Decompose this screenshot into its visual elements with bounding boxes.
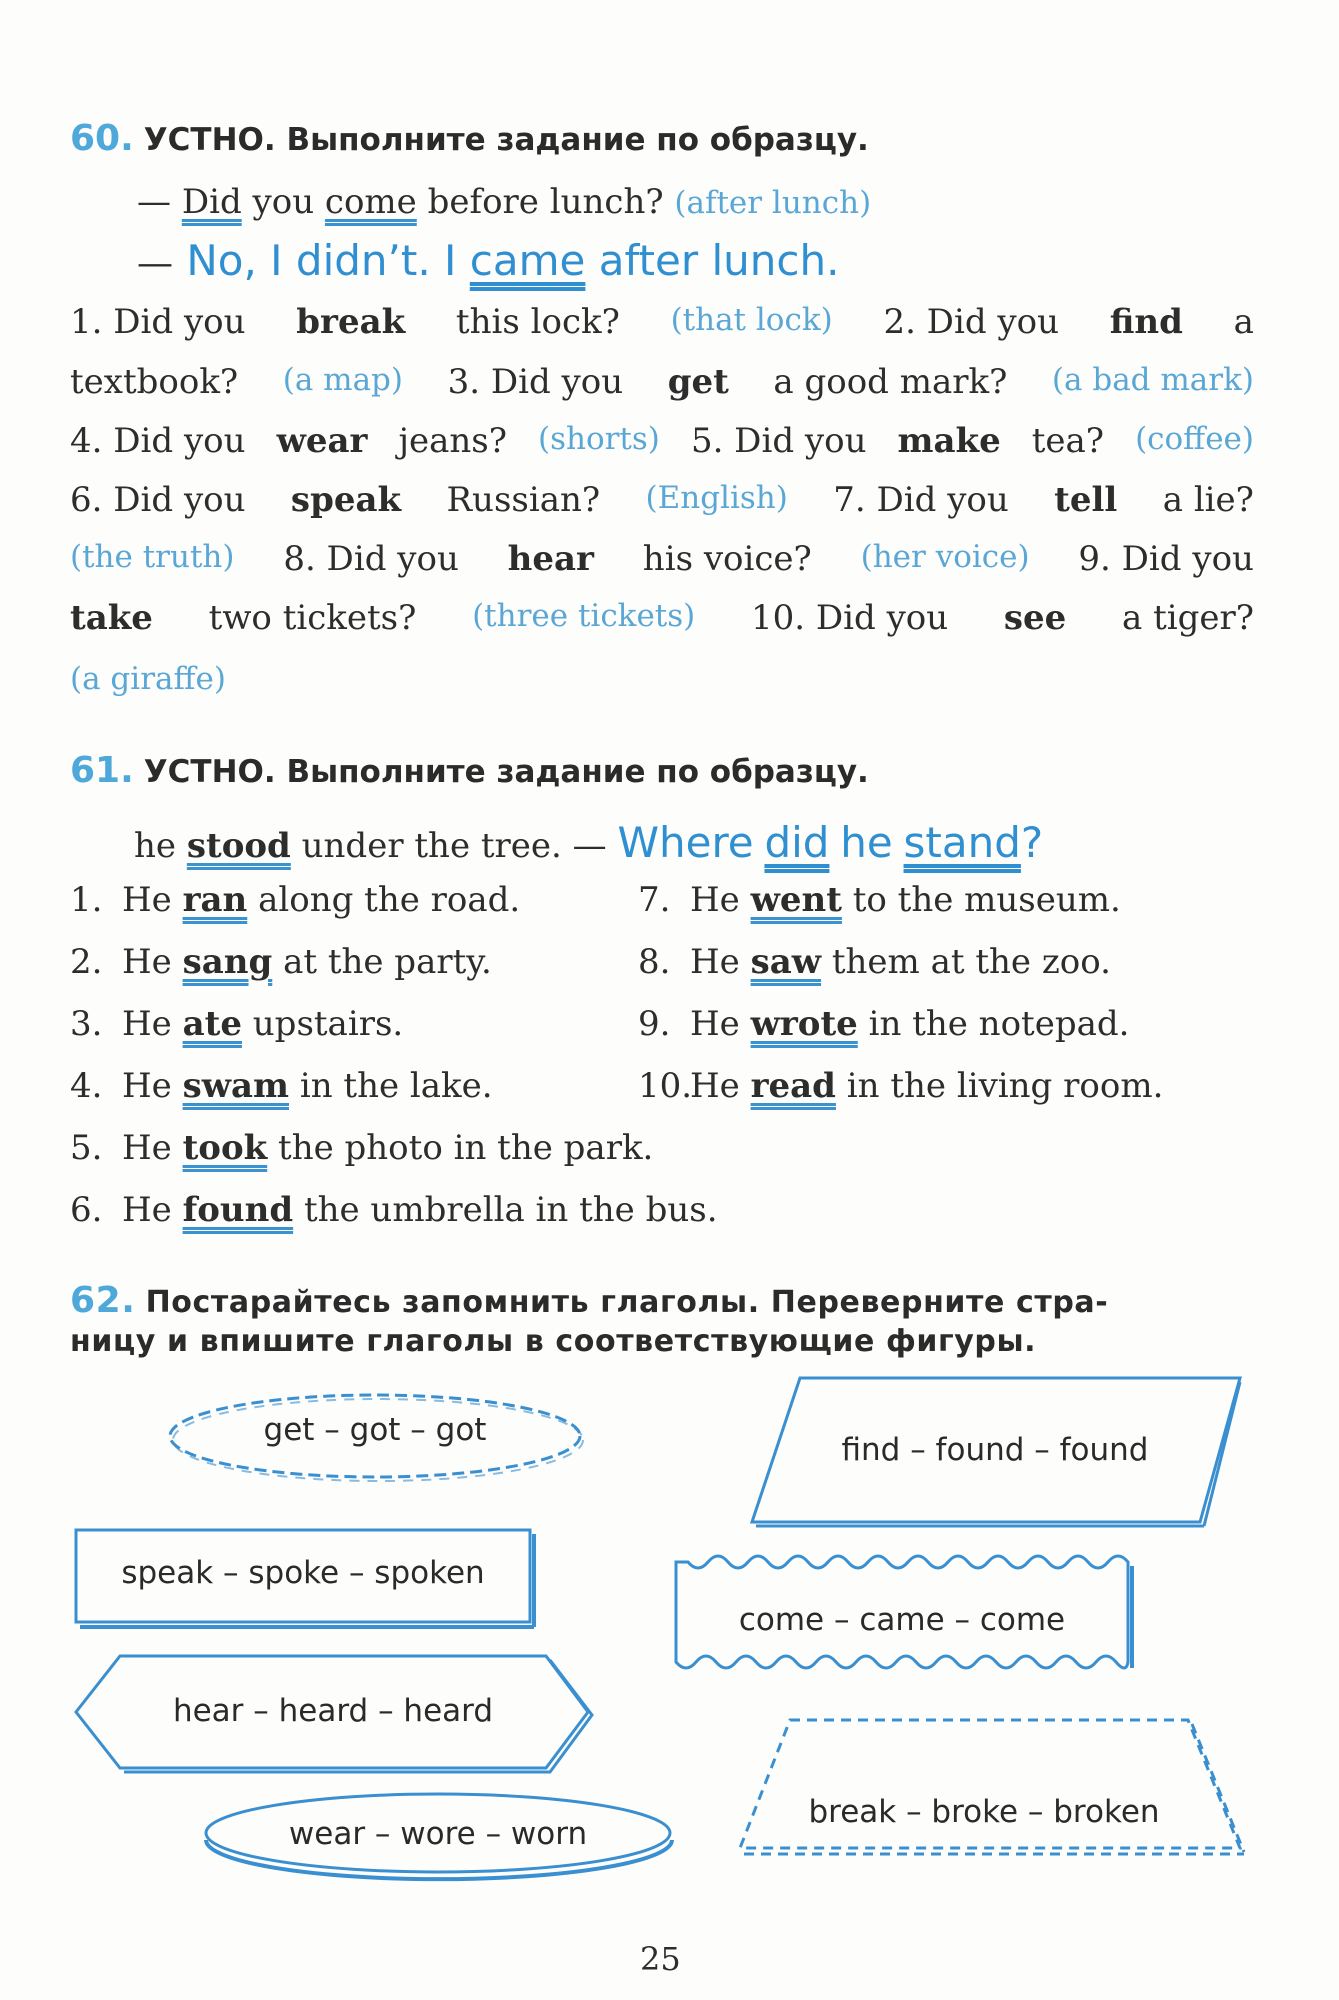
text: 9. Did you xyxy=(1078,539,1254,579)
page-number: 25 xyxy=(640,1940,681,1978)
dashed-trapezoid-shape xyxy=(740,1720,1244,1854)
shape-text-get: get – got – got xyxy=(263,1412,487,1448)
subject: He xyxy=(122,1066,172,1106)
verb: get xyxy=(667,362,729,402)
shape-text-speak: speak – spoke – spoken xyxy=(121,1555,485,1591)
hint: (coffee) xyxy=(1135,421,1254,457)
verb: wear xyxy=(276,421,368,461)
text: in the notepad. xyxy=(868,1004,1130,1044)
text: to the museum. xyxy=(852,880,1121,920)
text: 8. Did you xyxy=(283,539,459,579)
text: in the lake. xyxy=(299,1066,493,1106)
verb: sang xyxy=(182,942,273,982)
verb: saw xyxy=(750,942,822,982)
subject: He xyxy=(690,1004,740,1044)
ex62-instruction-line1: Постарайтесь запомнить глаголы. Переверните стра- xyxy=(145,1285,1109,1320)
text: at the party. xyxy=(283,942,492,982)
hint: (her voice) xyxy=(860,539,1030,575)
item-number: 7. xyxy=(638,880,671,920)
text: the photo in the park. xyxy=(278,1128,654,1168)
subject: He xyxy=(690,942,740,982)
answer-text: he xyxy=(840,818,893,867)
verb: speak xyxy=(290,480,402,520)
text: Russian? xyxy=(446,480,601,520)
text: a lie? xyxy=(1162,480,1254,520)
verb: found xyxy=(182,1190,294,1230)
text: jeans? xyxy=(398,421,507,461)
shape-text-come: come – came – come xyxy=(738,1602,1066,1638)
subject: He xyxy=(122,1128,172,1168)
item-number: 8. xyxy=(638,942,671,982)
verb: took xyxy=(182,1128,268,1168)
hint: (a map) xyxy=(282,362,403,398)
item-number: 6. xyxy=(70,1190,103,1230)
hint: (a bad mark) xyxy=(1051,362,1254,398)
verb: swam xyxy=(182,1066,290,1106)
subject: He xyxy=(122,1004,172,1044)
text: the umbrella in the bus. xyxy=(303,1190,718,1230)
item-number: 2. xyxy=(70,942,103,982)
text: textbook? xyxy=(70,362,239,402)
text: a tiger? xyxy=(1122,598,1254,638)
text: 7. Did you xyxy=(833,480,1009,520)
dash: — xyxy=(137,182,171,222)
text: under the tree. — xyxy=(301,826,607,866)
subject: He xyxy=(122,880,172,920)
text: in the living room. xyxy=(846,1066,1164,1106)
text: 2. Did you xyxy=(883,302,1059,342)
verb: ran xyxy=(182,880,248,920)
ex60-instruction: УСТНО. Выполните задание по образцу. xyxy=(143,122,869,158)
answer-verb: came xyxy=(469,236,586,285)
shape-text-break: break – broke – broken xyxy=(808,1794,1160,1830)
text: upstairs. xyxy=(252,1004,404,1044)
text: 3. Did you xyxy=(447,362,624,402)
verb: wrote xyxy=(750,1004,858,1044)
item-number: 5. xyxy=(70,1128,103,1168)
verb: went xyxy=(750,880,842,920)
text: along the road. xyxy=(258,880,521,920)
verb: break xyxy=(296,302,406,342)
hint: (three tickets) xyxy=(472,598,696,634)
item-number: 4. xyxy=(70,1066,103,1106)
text: you xyxy=(252,182,315,222)
verb: tell xyxy=(1054,480,1118,520)
text: them at the zoo. xyxy=(831,942,1111,982)
shape-text-find: find – found – found xyxy=(841,1432,1149,1468)
verb: take xyxy=(70,598,153,638)
ex61-number: 61. xyxy=(70,750,134,791)
subject: He xyxy=(690,1066,740,1106)
verb: read xyxy=(750,1066,836,1106)
verb: ate xyxy=(182,1004,242,1044)
verb: find xyxy=(1109,302,1183,342)
item-number: 10. xyxy=(638,1066,693,1106)
item-number: 3. xyxy=(70,1004,103,1044)
hint: (after lunch) xyxy=(674,185,872,221)
answer-text: Where xyxy=(617,818,754,867)
subject: He xyxy=(122,942,172,982)
item-number: 9. xyxy=(638,1004,671,1044)
hint: (English) xyxy=(645,480,788,516)
text: two tickets? xyxy=(208,598,417,638)
ex61-instruction: УСТНО. Выполните задание по образцу. xyxy=(143,754,869,790)
shape-text-wear: wear – wore – worn xyxy=(288,1816,588,1852)
subject: He xyxy=(690,880,740,920)
verb: see xyxy=(1003,598,1067,638)
verb: make xyxy=(897,421,1001,461)
answer-verb: stand xyxy=(903,818,1021,867)
subject: He xyxy=(122,1190,172,1230)
answer-text: ? xyxy=(1020,818,1044,867)
hint: (a giraffe) xyxy=(70,661,226,697)
hint: (the truth) xyxy=(70,539,235,575)
answer-text: after lunch. xyxy=(598,236,840,285)
text: 5. Did you xyxy=(690,421,867,461)
ex60-number: 60. xyxy=(70,118,134,159)
verb: hear xyxy=(507,539,594,579)
text: tea? xyxy=(1031,421,1105,461)
item-number: 1. xyxy=(70,880,103,920)
text: this lock? xyxy=(455,302,620,342)
ex62-number: 62. xyxy=(70,1280,136,1321)
text: 6. Did you xyxy=(70,480,246,520)
dash: — xyxy=(137,243,173,284)
text: a xyxy=(1233,302,1254,342)
text: 1. Did you xyxy=(70,302,246,342)
text: before lunch? xyxy=(427,182,664,222)
verb: stood xyxy=(186,826,291,866)
ex62-instruction-line2: ницу и впишите глаголы в соответствующие фигуры. xyxy=(70,1324,1037,1359)
text: he xyxy=(134,826,177,866)
aux-verb: Did xyxy=(181,182,242,222)
hint: (that lock) xyxy=(670,302,833,338)
shape-text-hear: hear – heard – heard xyxy=(172,1693,494,1729)
answer-text: No, I didn’t. I xyxy=(186,236,457,285)
text: 10. Did you xyxy=(751,598,949,638)
hint: (shorts) xyxy=(537,421,660,457)
verb: come xyxy=(324,182,417,222)
text: a good mark? xyxy=(773,362,1008,402)
answer-verb: did xyxy=(764,818,830,867)
text: his voice? xyxy=(642,539,812,579)
text: 4. Did you xyxy=(70,421,246,461)
